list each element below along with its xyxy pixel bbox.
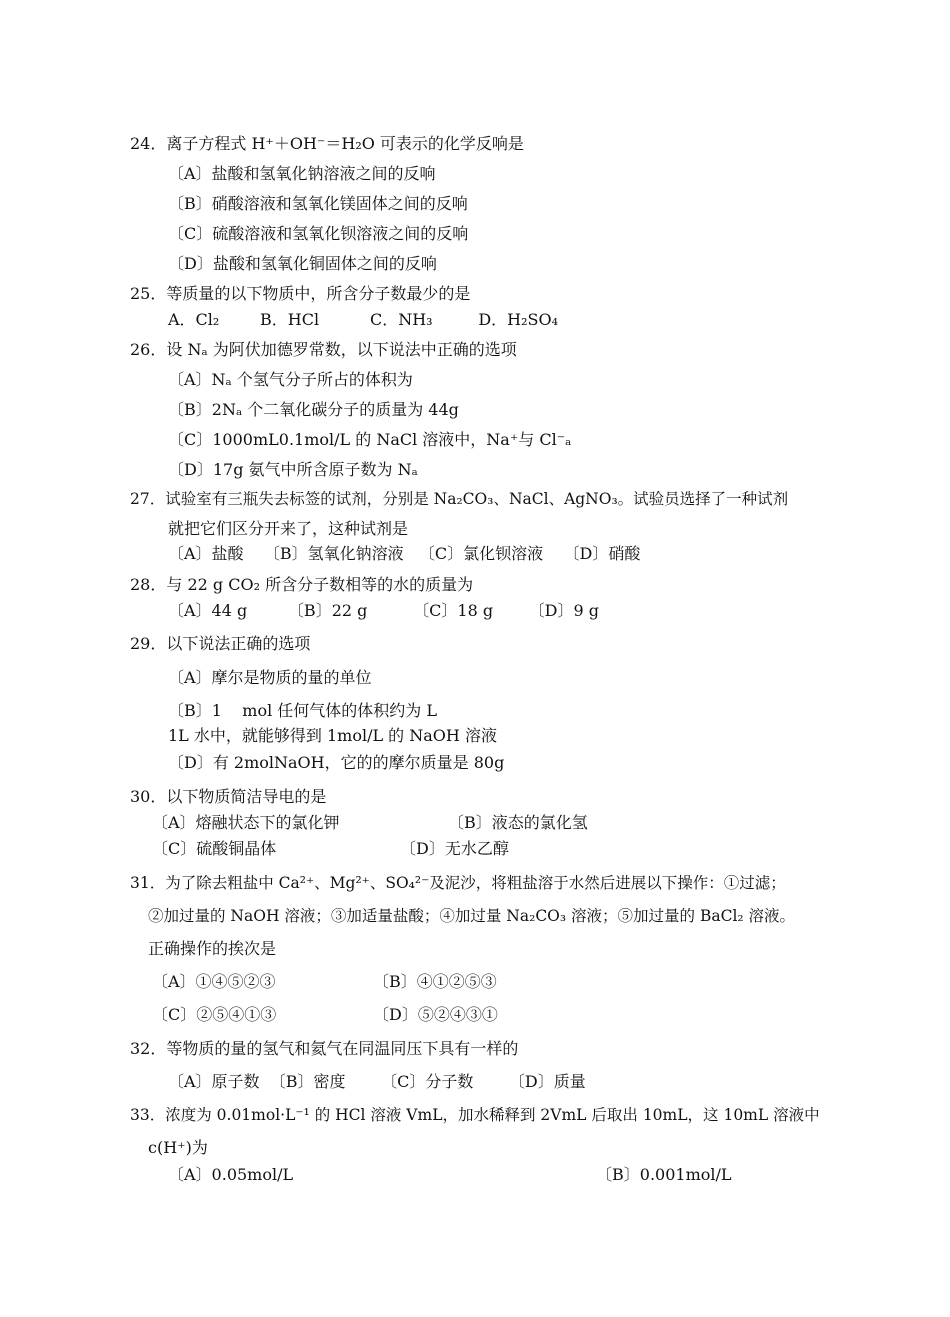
option: 〔D〕有 2molNaOH，它的的摩尔质量是 80g xyxy=(168,753,505,772)
option: 〔B〕0.001mol/L xyxy=(596,1165,732,1184)
question-text: 29．以下说法正确的选项 xyxy=(130,634,311,653)
question-text: 30．以下物质简洁导电的是 xyxy=(130,787,327,806)
option: 〔A〕摩尔是物质的量的单位 xyxy=(168,668,372,687)
question-text: 32．等物质的量的氢气和氦气在同温同压下具有一样的 xyxy=(130,1039,519,1058)
option: 〔B〕④①②⑤③ xyxy=(373,972,497,991)
option: 〔D〕无水乙醇 xyxy=(400,839,509,858)
question-text: 27．试验室有三瓶失去标签的试剂，分别是 Na₂CO₃、NaCl、AgNO₃。试验员选择了一种试剂 xyxy=(130,490,789,508)
option: 〔A〕熔融状态下的氯化钾 xyxy=(152,813,340,832)
question-text: 33．浓度为 0.01mol·L⁻¹ 的 HCl 溶液 VmL，加水稀释到 2VmL 后取出 10mL，这 10mL 溶液中 xyxy=(130,1106,820,1124)
options-row: A．Cl₂ B．HCl C．NH₃ D．H₂SO₄ xyxy=(168,310,559,329)
option: 〔D〕17g 氨气中所含原子数为 Nₐ xyxy=(168,460,418,479)
option: 〔A〕Nₐ 个氢气分子所占的体积为 xyxy=(168,370,413,389)
question-text: 25．等质量的以下物质中，所含分子数最少的是 xyxy=(130,284,471,303)
question-text-continued: 就把它们区分开来了，这种试剂是 xyxy=(168,519,409,538)
option: 1L 水中，就能够得到 1mol/L 的 NaOH 溶液 xyxy=(168,726,497,745)
question-text-continued: 正确操作的挨次是 xyxy=(148,939,277,958)
option: 〔B〕2Nₐ 个二氧化碳分子的质量为 44g xyxy=(168,400,459,419)
option: 〔B〕液态的氯化氢 xyxy=(448,813,588,832)
option: 〔C〕1000mL0.1mol/L 的 NaCl 溶液中，Na⁺与 Cl⁻ₐ xyxy=(168,430,572,449)
option: 〔C〕②⑤④①③ xyxy=(152,1005,277,1024)
question-text: 31．为了除去粗盐中 Ca²⁺、Mg²⁺、SO₄²⁻及泥沙，将粗盐溶于水然后进展以下操作：①过滤； xyxy=(130,874,786,892)
option: 〔A〕盐酸和氢氧化钠溶液之间的反响 xyxy=(168,164,436,183)
options-row: 〔A〕44 g 〔B〕22 g 〔C〕18 g 〔D〕9 g xyxy=(168,601,600,620)
question-text-continued: c(H⁺)为 xyxy=(148,1138,208,1157)
option: 〔C〕硫酸溶液和氢氧化钡溶液之间的反响 xyxy=(168,224,469,243)
question-text: 28．与 22 g CO₂ 所含分子数相等的水的质量为 xyxy=(130,575,474,594)
option: 〔D〕盐酸和氢氧化铜固体之间的反响 xyxy=(168,254,437,273)
question-text: 26．设 Nₐ 为阿伏加德罗常数，以下说法中正确的选项 xyxy=(130,340,517,359)
option: 〔A〕0.05mol/L xyxy=(168,1165,294,1184)
option: 〔A〕①④⑤②③ xyxy=(152,972,276,991)
option: 〔D〕⑤②④③① xyxy=(373,1005,498,1024)
option: 〔B〕1 mol 任何气体的体积约为 L xyxy=(168,701,438,720)
question-text: 24．离子方程式 H⁺＋OH⁻＝H₂O 可表示的化学反响是 xyxy=(130,134,524,153)
option: 〔B〕硝酸溶液和氢氧化镁固体之间的反响 xyxy=(168,194,468,213)
option: 〔C〕硫酸铜晶体 xyxy=(152,839,277,858)
options-row: 〔A〕原子数 〔B〕密度 〔C〕分子数 〔D〕质量 xyxy=(168,1072,586,1091)
options-row: 〔A〕盐酸 〔B〕氢氧化钠溶液 〔C〕氯化钡溶液 〔D〕硝酸 xyxy=(168,544,641,563)
question-text-continued: ②加过量的 NaOH 溶液；③加适量盐酸；④加过量 Na₂CO₃ 溶液；⑤加过量的 BaCl₂ 溶液。 xyxy=(148,907,796,925)
